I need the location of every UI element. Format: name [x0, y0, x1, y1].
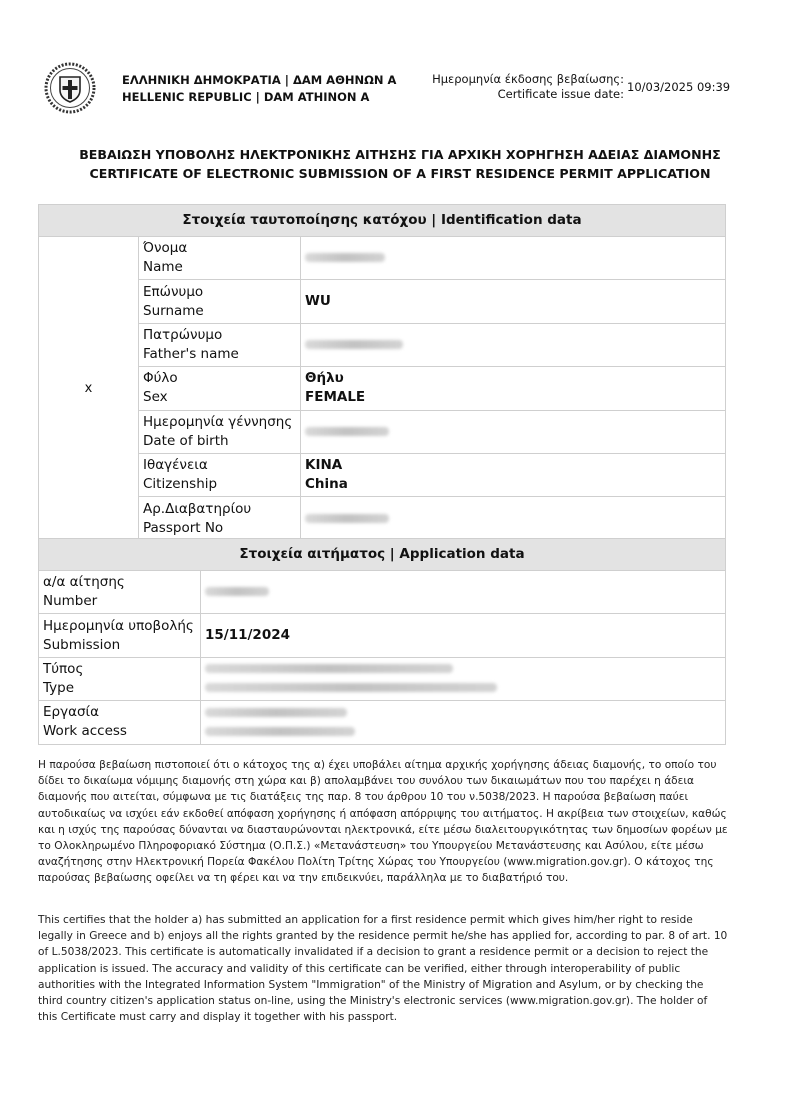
application-heading: Στοιχεία αιτήματος | Application data: [39, 539, 726, 571]
label-greek: Ημερομηνία γέννησης: [143, 413, 293, 430]
field-value-surname: [301, 280, 726, 323]
label-english: Father's name: [143, 345, 239, 362]
label-english: Name: [143, 259, 183, 276]
table-row: [39, 280, 726, 323]
label-english: Date of birth: [143, 432, 229, 449]
value-english: China: [305, 476, 348, 493]
field-value-submission-date: [201, 614, 726, 657]
table-row: [39, 614, 726, 657]
field-value-passport-no: [301, 497, 726, 540]
field-label-fathers-name: [139, 323, 301, 366]
table-row: [39, 497, 726, 540]
field-label-application-number: [39, 571, 201, 614]
label-greek: Όνομα: [143, 240, 188, 257]
table-row: [39, 323, 726, 366]
redacted-value: [305, 253, 385, 262]
redacted-value: [205, 708, 347, 717]
redacted-value: [305, 427, 389, 436]
table-row: [39, 701, 726, 744]
redacted-value: [205, 664, 453, 673]
table-row: [39, 367, 726, 410]
redacted-value: [205, 683, 497, 692]
application-table: [38, 538, 726, 745]
field-value-application-number: [201, 571, 726, 614]
issue-date-labels: [432, 72, 624, 102]
value-english: FEMALE: [305, 389, 366, 406]
label-greek: Εργασία: [43, 704, 100, 721]
field-label-date-of-birth: [139, 410, 301, 453]
table-row: [39, 237, 726, 280]
label-english: Number: [43, 593, 98, 610]
redacted-value: [205, 587, 269, 596]
submission-date-value: 15/11/2024: [205, 627, 291, 644]
field-value-sex: [301, 367, 726, 410]
redacted-value: [205, 727, 355, 736]
field-value-type: [201, 657, 726, 700]
label-english: Passport No: [143, 519, 224, 536]
label-greek: Επώνυμο: [143, 283, 204, 300]
table-row: [39, 453, 726, 496]
field-label-sex: [139, 367, 301, 410]
field-value-name: [301, 237, 726, 280]
issuer-block: [122, 72, 396, 106]
label-greek: Φύλο: [143, 370, 178, 387]
field-label-surname: [139, 280, 301, 323]
value-greek: WU: [305, 293, 331, 310]
label-english: Submission: [43, 636, 121, 653]
issue-date-value: 10/03/2025 09:39: [627, 80, 731, 94]
field-value-date-of-birth: [301, 410, 726, 453]
field-value-work-access: [201, 701, 726, 744]
label-greek: α/α αίτησης: [43, 574, 125, 591]
issue-date-label-english: Certificate issue date:: [497, 87, 624, 101]
label-english: Surname: [143, 302, 204, 319]
table-row: [39, 571, 726, 614]
field-label-work-access: [39, 701, 201, 744]
field-label-submission-date: [39, 614, 201, 657]
label-greek: Πατρώνυμο: [143, 326, 223, 343]
identification-table: [38, 204, 726, 541]
label-greek: Αρ.Διαβατηρίου: [143, 500, 252, 517]
field-label-citizenship: [139, 453, 301, 496]
table-row: [39, 657, 726, 700]
statement-english: This certifies that the holder a) has submitted an application for a first residence permit which gives him/her right to reside legally in Greece and b) enjoys all the rights granted by the residence permit he/she has applied for, according to par. 8 of art. 10 of L.5038/2023. This certificate is automatically invalidated if a decision to grant a residence permit or a decision to reject the application is issued. The accuracy and validity of this certificate can be verified, either through interoperability of public authorities with the Integrated Information System "Immigration" of the Ministry of Migration and Asylum, or by checking the third country citizen's application status on-line, using the Ministry's electronic services (www.migration.gov.gr). The holder of this Certificate must carry and display it together with his passport.: [38, 914, 728, 1024]
redacted-value: [305, 514, 389, 523]
identification-heading: Στοιχεία ταυτοποίησης κατόχου | Identification data: [39, 205, 726, 237]
field-label-type: [39, 657, 201, 700]
document-title-english: CERTIFICATE OF ELECTRONIC SUBMISSION OF A FIRST RESIDENCE PERMIT APPLICATION: [89, 166, 711, 181]
field-label-name: [139, 237, 301, 280]
label-greek: Ιθαγένεια: [143, 457, 208, 474]
document-title-greek: ΒΕΒΑΙΩΣΗ ΥΠΟΒΟΛΗΣ ΗΛΕΚΤΡΟΝΙΚΗΣ ΑΙΤΗΣΗΣ ΓΙΑ ΑΡΧΙΚΗ ΧΟΡΗΓΗΣΗ ΑΔΕΙΑΣ ΔΙΑΜΟΝΗΣ: [79, 147, 721, 162]
label-greek: Τύπος: [43, 660, 84, 677]
table-row: [39, 410, 726, 453]
photo-placeholder: x: [39, 237, 139, 541]
field-label-passport-no: [139, 497, 301, 540]
label-greek: Ημερομηνία υποβολής: [43, 617, 194, 634]
issuer-line-greek: ΕΛΛΗΝΙΚΗ ΔΗΜΟΚΡΑΤΙΑ | ΔΑΜ ΑΘΗΝΩΝ Α: [122, 73, 397, 87]
label-english: Type: [43, 679, 75, 696]
field-value-fathers-name: [301, 323, 726, 366]
value-greek: KINA: [305, 457, 343, 474]
label-english: Citizenship: [143, 476, 218, 493]
statement-greek: Η παρούσα βεβαίωση πιστοποιεί ότι ο κάτοχος της α) έχει υποβάλει αίτημα αρχικής χορήγησης άδειας διαμονής, το οποίο του δίδει το δικαίωμα νόμιμης διαμονής στη χώρα και β) απολαμβάνει του συνόλου των δικαιωμάτων που του παρέχει η άδεια διαμονής που αιτείται, σύμφωνα με τις διατάξεις της παρ. 8 του άρθρου 10 του ν.5038/2023. Η παρούσα βεβαίωση παύει αυτοδικαίως να ισχύει εάν εκδοθεί απόφαση χορήγησης ή απόφαση απόρριψης του αιτήματος. Η ακρίβεια των στοιχείων, καθώς και η ισχύς της παρούσας δύνανται να διασταυρώνονται ηλεκτρονικά, είτε μέσω διαλειτουργικότητας των δημοσίων φορέων με το Ολοκληρωμένο Πληροφοριακό Σύστημα (Ο.Π.Σ.) «Μετανάστευση» του Υπουργείου Μετανάστευσης και Ασύλου, είτε μέσω αναζήτησης στην Ηλεκτρονική Πορεία Φακέλου Πολίτη Τρίτης Χώρας του Υπουργείου (www.migration.gov.gr). Ο κάτοχος της παρούσας βεβαίωσης οφείλει να τη φέρει και να την επιδεικνύει, παράλληλα με το διαβατήριό του.: [38, 759, 728, 885]
value-greek: Θήλυ: [305, 370, 344, 387]
label-english: Sex: [143, 389, 168, 406]
field-value-citizenship: [301, 453, 726, 496]
document-title: [40, 145, 760, 183]
issue-date-label-greek: Ημερομηνία έκδοσης βεβαίωσης:: [432, 72, 624, 86]
redacted-value: [305, 340, 403, 349]
greek-coat-of-arms-icon: [44, 62, 96, 114]
issuer-line-english: HELLENIC REPUBLIC | DAM ATHINON A: [122, 90, 370, 104]
label-english: Work access: [43, 723, 127, 740]
